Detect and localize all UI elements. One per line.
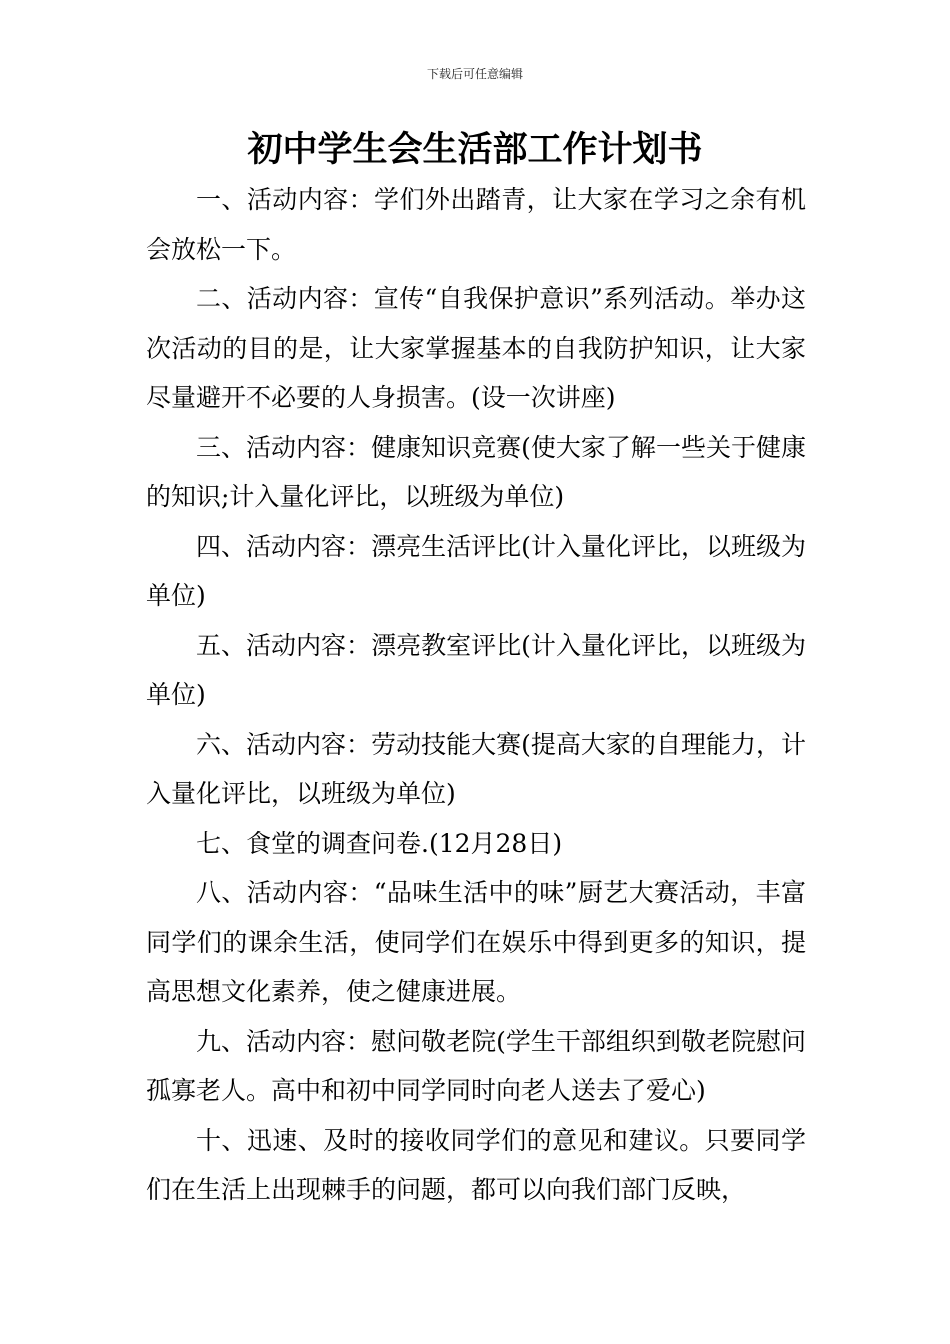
paragraph-8: 八、活动内容：“品味生活中的味”厨艺大赛活动，丰富同学们的课余生活，使同学们在娱乐中得到更多的知识，提高思想文化素养，使之健康进展。 — [146, 878, 806, 1006]
paragraph-7: 七、食堂的调查问卷.(12月28日) — [196, 828, 563, 858]
paragraph-5: 五、活动内容：漂亮教室评比(计入量化评比，以班级为单位) — [146, 630, 806, 709]
paragraph-6: 六、活动内容：劳动技能大赛(提高大家的自理能力，计入量化评比，以班级为单位) — [146, 729, 806, 808]
header-note: 下载后可任意编辑 — [426, 67, 523, 81]
document-title: 初中学生会生活部工作计划书 — [247, 129, 703, 170]
paragraph-2: 二、活动内容：宣传“自我保护意识”系列活动。举办这次活动的目的是，让大家掌握基本的自我防护知识，让大家尽量避开不必要的人身损害。(设一次讲座) — [146, 284, 806, 412]
paragraph-1: 一、活动内容：学们外出踏青，让大家在学习之余有机会放松一下。 — [146, 185, 806, 264]
paragraph-3: 三、活动内容：健康知识竞赛(使大家了解一些关于健康的知识;计入量化评比，以班级为单位) — [146, 432, 806, 511]
document-body — [146, 175, 806, 1215]
paragraph-9: 九、活动内容：慰问敬老院(学生干部组织到敬老院慰问孤寡老人。高中和初中同学同时向老人送去了爱心) — [146, 1026, 806, 1105]
paragraph-10: 十、迅速、及时的接收同学们的意见和建议。只要同学们在生活上出现棘手的问题，都可以向我们部门反映， — [146, 1125, 806, 1204]
paragraph-4: 四、活动内容：漂亮生活评比(计入量化评比，以班级为单位) — [146, 531, 806, 610]
